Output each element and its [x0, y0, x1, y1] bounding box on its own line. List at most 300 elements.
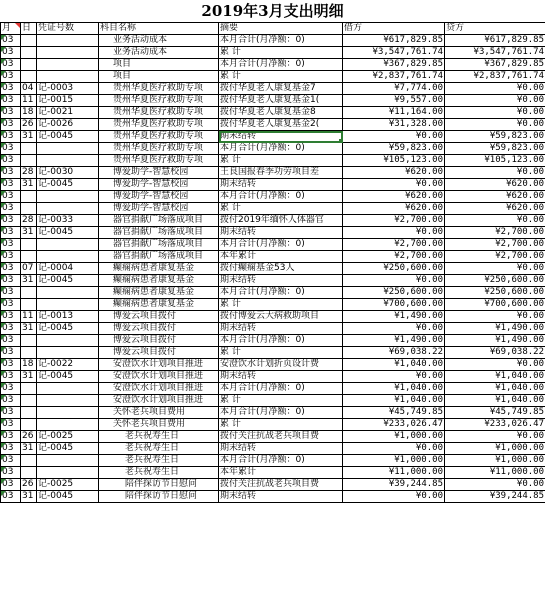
voucher-cell[interactable] [37, 491, 99, 503]
account-cell[interactable] [99, 335, 219, 347]
credit-cell[interactable] [445, 407, 545, 419]
error-indicator-icon [1, 167, 6, 172]
credit-cell[interactable] [445, 467, 545, 479]
summary-cell[interactable] [219, 479, 343, 491]
header-cell[interactable]: 科目名称 [99, 23, 219, 35]
month-cell[interactable] [1, 59, 21, 71]
account-cell[interactable] [99, 143, 219, 155]
credit-cell[interactable] [445, 419, 545, 431]
account-cell[interactable] [99, 35, 219, 47]
voucher-cell[interactable] [37, 467, 99, 479]
summary-cell[interactable] [219, 239, 343, 251]
header-cell[interactable]: 摘要 [219, 23, 343, 35]
credit-cell[interactable] [445, 491, 545, 503]
debit-cell[interactable] [343, 395, 445, 407]
account-cell[interactable] [99, 431, 219, 443]
voucher-value: 记-0015 [38, 95, 74, 105]
credit-cell[interactable] [445, 203, 545, 215]
day-cell[interactable] [21, 455, 37, 467]
credit-cell[interactable] [445, 119, 545, 131]
voucher-cell[interactable] [37, 335, 99, 347]
month-cell[interactable] [1, 155, 21, 167]
summary-cell[interactable] [219, 143, 343, 155]
voucher-cell[interactable] [37, 155, 99, 167]
summary-cell[interactable] [219, 167, 343, 179]
day-cell[interactable] [21, 83, 37, 95]
voucher-cell[interactable] [37, 131, 99, 143]
summary-cell[interactable] [219, 359, 343, 371]
account-cell[interactable] [99, 227, 219, 239]
debit-cell[interactable] [343, 215, 445, 227]
credit-cell[interactable] [445, 215, 545, 227]
credit-cell[interactable] [445, 443, 545, 455]
voucher-cell[interactable] [37, 215, 99, 227]
debit-cell[interactable] [343, 263, 445, 275]
debit-cell[interactable] [343, 311, 445, 323]
day-cell[interactable] [21, 407, 37, 419]
debit-cell[interactable] [343, 359, 445, 371]
voucher-cell[interactable] [37, 299, 99, 311]
voucher-cell[interactable] [37, 47, 99, 59]
voucher-cell[interactable] [37, 203, 99, 215]
voucher-cell[interactable] [37, 347, 99, 359]
month-cell[interactable] [1, 407, 21, 419]
summary-cell[interactable] [219, 107, 343, 119]
comment-indicator-icon [15, 23, 20, 28]
credit-cell[interactable] [445, 359, 545, 371]
summary-cell[interactable] [219, 71, 343, 83]
day-cell[interactable] [21, 35, 37, 47]
debit-cell[interactable] [343, 143, 445, 155]
debit-cell[interactable] [343, 131, 445, 143]
debit-value: ¥11,000.00 [388, 467, 443, 477]
summary-cell[interactable] [219, 323, 343, 335]
account-cell[interactable] [99, 371, 219, 383]
month-cell[interactable] [1, 335, 21, 347]
account-value: 老兵祝寿生日 [125, 431, 180, 441]
day-cell[interactable] [21, 59, 37, 71]
voucher-cell[interactable] [37, 167, 99, 179]
month-cell[interactable] [1, 251, 21, 263]
month-cell[interactable] [1, 275, 21, 287]
debit-cell[interactable] [343, 383, 445, 395]
debit-cell[interactable] [343, 287, 445, 299]
month-cell[interactable] [1, 311, 21, 323]
month-cell[interactable] [1, 467, 21, 479]
header-cell[interactable]: 借方 [343, 23, 445, 35]
month-cell[interactable] [1, 347, 21, 359]
month-cell[interactable] [1, 383, 21, 395]
error-indicator-icon [1, 371, 6, 376]
month-cell[interactable] [1, 299, 21, 311]
debit-cell[interactable] [343, 155, 445, 167]
day-cell[interactable] [21, 335, 37, 347]
summary-cell[interactable] [219, 155, 343, 167]
day-cell[interactable] [21, 275, 37, 287]
credit-cell[interactable] [445, 83, 545, 95]
day-cell[interactable] [21, 179, 37, 191]
voucher-cell[interactable] [37, 275, 99, 287]
credit-cell[interactable] [445, 251, 545, 263]
day-cell[interactable] [21, 191, 37, 203]
month-cell[interactable] [1, 395, 21, 407]
credit-cell[interactable] [445, 71, 545, 83]
summary-cell[interactable] [219, 203, 343, 215]
account-cell[interactable] [99, 491, 219, 503]
debit-cell[interactable] [343, 299, 445, 311]
voucher-value: 记-0022 [38, 359, 74, 369]
day-cell[interactable] [21, 431, 37, 443]
summary-cell[interactable] [219, 263, 343, 275]
debit-cell[interactable] [343, 191, 445, 203]
credit-cell[interactable] [445, 299, 545, 311]
credit-cell[interactable] [445, 323, 545, 335]
summary-cell[interactable] [219, 275, 343, 287]
account-cell[interactable] [99, 59, 219, 71]
voucher-cell[interactable] [37, 323, 99, 335]
credit-cell[interactable] [445, 59, 545, 71]
summary-cell[interactable] [219, 119, 343, 131]
day-cell[interactable] [21, 479, 37, 491]
day-cell[interactable] [21, 263, 37, 275]
day-cell[interactable] [21, 203, 37, 215]
account-cell[interactable] [99, 443, 219, 455]
voucher-cell[interactable] [37, 71, 99, 83]
account-value: 博爱助学-智慧校园 [113, 167, 189, 177]
summary-cell[interactable] [219, 251, 343, 263]
credit-cell[interactable] [445, 191, 545, 203]
debit-cell[interactable] [343, 179, 445, 191]
debit-cell[interactable] [343, 95, 445, 107]
account-cell[interactable] [99, 407, 219, 419]
voucher-cell[interactable] [37, 239, 99, 251]
summary-cell[interactable] [219, 227, 343, 239]
month-cell[interactable] [1, 47, 21, 59]
header-cell[interactable]: 月 [1, 23, 21, 35]
day-cell[interactable] [21, 371, 37, 383]
debit-cell[interactable] [343, 323, 445, 335]
voucher-cell[interactable] [37, 35, 99, 47]
credit-cell[interactable] [445, 347, 545, 359]
day-cell[interactable] [21, 347, 37, 359]
month-cell[interactable] [1, 179, 21, 191]
day-cell[interactable] [21, 155, 37, 167]
account-cell[interactable] [99, 299, 219, 311]
day-cell[interactable] [21, 491, 37, 503]
debit-cell[interactable] [343, 251, 445, 263]
voucher-cell[interactable] [37, 431, 99, 443]
credit-cell[interactable] [445, 263, 545, 275]
summary-cell[interactable] [219, 371, 343, 383]
voucher-value: 记-0026 [38, 119, 74, 129]
account-cell[interactable] [99, 467, 219, 479]
day-cell[interactable] [21, 467, 37, 479]
debit-value: ¥7,774.00 [394, 83, 443, 93]
day-cell[interactable] [21, 47, 37, 59]
day-cell[interactable] [21, 311, 37, 323]
credit-cell[interactable] [445, 167, 545, 179]
debit-cell[interactable] [343, 335, 445, 347]
credit-cell[interactable] [445, 47, 545, 59]
month-cell[interactable] [1, 263, 21, 275]
voucher-cell[interactable] [37, 95, 99, 107]
account-cell[interactable] [99, 251, 219, 263]
month-cell[interactable] [1, 119, 21, 131]
month-cell[interactable] [1, 443, 21, 455]
voucher-cell[interactable] [37, 251, 99, 263]
credit-cell[interactable] [445, 227, 545, 239]
debit-cell[interactable] [343, 227, 445, 239]
voucher-cell[interactable] [37, 455, 99, 467]
credit-cell[interactable] [445, 383, 545, 395]
day-cell[interactable] [21, 71, 37, 83]
summary-cell[interactable] [219, 443, 343, 455]
voucher-cell[interactable] [37, 479, 99, 491]
credit-cell[interactable] [445, 479, 545, 491]
debit-cell[interactable] [343, 119, 445, 131]
day-cell[interactable] [21, 383, 37, 395]
debit-cell[interactable] [343, 59, 445, 71]
voucher-cell[interactable] [37, 383, 99, 395]
voucher-cell[interactable] [37, 179, 99, 191]
summary-cell[interactable] [219, 191, 343, 203]
account-cell[interactable] [99, 359, 219, 371]
voucher-cell[interactable] [37, 119, 99, 131]
summary-cell[interactable] [219, 431, 343, 443]
debit-cell[interactable] [343, 35, 445, 47]
debit-cell[interactable] [343, 443, 445, 455]
month-cell[interactable] [1, 431, 21, 443]
debit-cell[interactable] [343, 371, 445, 383]
month-cell[interactable] [1, 419, 21, 431]
account-cell[interactable] [99, 191, 219, 203]
table-row [1, 383, 545, 395]
account-cell[interactable] [99, 71, 219, 83]
header-cell[interactable]: 贷方 [445, 23, 545, 35]
month-cell[interactable] [1, 203, 21, 215]
credit-cell[interactable] [445, 95, 545, 107]
debit-cell[interactable] [343, 203, 445, 215]
summary-cell[interactable] [219, 35, 343, 47]
summary-cell[interactable] [219, 287, 343, 299]
error-indicator-icon [1, 263, 6, 268]
day-cell[interactable] [21, 299, 37, 311]
month-cell[interactable] [1, 215, 21, 227]
day-cell[interactable] [21, 239, 37, 251]
day-cell[interactable] [21, 131, 37, 143]
debit-cell[interactable] [343, 467, 445, 479]
month-cell[interactable] [1, 239, 21, 251]
voucher-cell[interactable] [37, 191, 99, 203]
debit-cell[interactable] [343, 83, 445, 95]
debit-cell[interactable] [343, 419, 445, 431]
account-cell[interactable] [99, 323, 219, 335]
header-cell[interactable]: 凭证号数 [37, 23, 99, 35]
debit-value: ¥0.00 [415, 131, 443, 141]
account-cell[interactable] [99, 275, 219, 287]
debit-cell[interactable] [343, 107, 445, 119]
table-row [1, 371, 545, 383]
account-cell[interactable] [99, 347, 219, 359]
day-cell[interactable] [21, 395, 37, 407]
debit-cell[interactable] [343, 167, 445, 179]
month-cell[interactable] [1, 371, 21, 383]
month-value: 03 [2, 215, 14, 225]
month-cell[interactable] [1, 107, 21, 119]
summary-cell[interactable] [219, 347, 343, 359]
fill-handle[interactable] [339, 139, 343, 143]
voucher-cell[interactable] [37, 371, 99, 383]
voucher-cell[interactable] [37, 419, 99, 431]
credit-cell[interactable] [445, 311, 545, 323]
summary-value: 期末结转 [220, 275, 257, 285]
debit-cell[interactable] [343, 479, 445, 491]
account-cell[interactable] [99, 263, 219, 275]
summary-cell[interactable] [219, 491, 343, 503]
debit-cell[interactable] [343, 347, 445, 359]
day-cell[interactable] [21, 251, 37, 263]
account-cell[interactable] [99, 167, 219, 179]
month-cell[interactable] [1, 359, 21, 371]
summary-cell[interactable] [219, 179, 343, 191]
credit-cell[interactable] [445, 455, 545, 467]
account-cell[interactable] [99, 95, 219, 107]
month-cell[interactable] [1, 479, 21, 491]
summary-cell[interactable] [219, 407, 343, 419]
day-cell[interactable] [21, 167, 37, 179]
account-cell[interactable] [99, 47, 219, 59]
voucher-cell[interactable] [37, 107, 99, 119]
day-cell[interactable] [21, 227, 37, 239]
header-cell[interactable]: 日 [21, 23, 37, 35]
credit-cell[interactable] [445, 239, 545, 251]
day-cell[interactable] [21, 215, 37, 227]
summary-cell[interactable] [219, 335, 343, 347]
account-cell[interactable] [99, 395, 219, 407]
day-cell[interactable] [21, 323, 37, 335]
summary-cell[interactable] [219, 383, 343, 395]
debit-cell[interactable] [343, 455, 445, 467]
debit-cell[interactable] [343, 491, 445, 503]
account-cell[interactable] [99, 83, 219, 95]
credit-cell[interactable] [445, 35, 545, 47]
credit-cell[interactable] [445, 287, 545, 299]
debit-cell[interactable] [343, 239, 445, 251]
month-cell[interactable] [1, 143, 21, 155]
credit-cell[interactable] [445, 155, 545, 167]
month-cell[interactable] [1, 191, 21, 203]
voucher-cell[interactable] [37, 311, 99, 323]
summary-cell[interactable] [219, 311, 343, 323]
credit-cell[interactable] [445, 179, 545, 191]
summary-cell[interactable] [219, 467, 343, 479]
voucher-cell[interactable] [37, 395, 99, 407]
credit-cell[interactable] [445, 107, 545, 119]
account-cell[interactable] [99, 383, 219, 395]
account-cell[interactable] [99, 107, 219, 119]
debit-cell[interactable] [343, 431, 445, 443]
day-cell[interactable] [21, 95, 37, 107]
voucher-cell[interactable] [37, 143, 99, 155]
debit-cell[interactable] [343, 275, 445, 287]
month-cell[interactable] [1, 131, 21, 143]
month-cell[interactable] [1, 491, 21, 503]
debit-cell[interactable] [343, 407, 445, 419]
voucher-cell[interactable] [37, 359, 99, 371]
month-cell[interactable] [1, 227, 21, 239]
summary-cell[interactable] [219, 215, 343, 227]
credit-cell[interactable] [445, 395, 545, 407]
account-cell[interactable] [99, 131, 219, 143]
day-cell[interactable] [21, 143, 37, 155]
day-cell[interactable] [21, 419, 37, 431]
summary-cell[interactable] [219, 299, 343, 311]
month-cell[interactable] [1, 323, 21, 335]
account-cell[interactable] [99, 287, 219, 299]
credit-cell[interactable] [445, 431, 545, 443]
summary-cell[interactable] [219, 83, 343, 95]
account-cell[interactable] [99, 419, 219, 431]
summary-cell[interactable] [219, 419, 343, 431]
credit-cell[interactable] [445, 371, 545, 383]
account-cell[interactable] [99, 203, 219, 215]
account-cell[interactable] [99, 119, 219, 131]
day-cell[interactable] [21, 287, 37, 299]
month-cell[interactable] [1, 167, 21, 179]
debit-cell[interactable] [343, 71, 445, 83]
day-cell[interactable] [21, 119, 37, 131]
credit-value: ¥2,700.00 [495, 251, 544, 261]
day-cell[interactable] [21, 107, 37, 119]
voucher-cell[interactable] [37, 227, 99, 239]
account-cell[interactable] [99, 215, 219, 227]
debit-value: ¥233,026.47 [383, 419, 443, 429]
account-cell[interactable] [99, 179, 219, 191]
voucher-cell[interactable] [37, 443, 99, 455]
account-cell[interactable] [99, 479, 219, 491]
account-cell[interactable] [99, 455, 219, 467]
voucher-cell[interactable] [37, 263, 99, 275]
voucher-cell[interactable] [37, 287, 99, 299]
day-cell[interactable] [21, 359, 37, 371]
credit-cell[interactable] [445, 335, 545, 347]
month-cell[interactable] [1, 71, 21, 83]
day-cell[interactable] [21, 443, 37, 455]
voucher-cell[interactable] [37, 407, 99, 419]
summary-cell[interactable] [219, 59, 343, 71]
voucher-cell[interactable] [37, 83, 99, 95]
account-value: 贵州华夏医疗救助专项 [113, 155, 204, 165]
account-cell[interactable] [99, 155, 219, 167]
month-cell[interactable] [1, 287, 21, 299]
summary-cell[interactable] [219, 95, 343, 107]
summary-cell[interactable] [219, 395, 343, 407]
account-cell[interactable] [99, 239, 219, 251]
credit-cell[interactable] [445, 131, 545, 143]
summary-cell[interactable] [219, 47, 343, 59]
voucher-cell[interactable] [37, 59, 99, 71]
credit-cell[interactable] [445, 143, 545, 155]
credit-cell[interactable] [445, 275, 545, 287]
selected-cell[interactable] [219, 131, 343, 143]
month-cell[interactable] [1, 35, 21, 47]
month-cell[interactable] [1, 455, 21, 467]
account-cell[interactable] [99, 311, 219, 323]
debit-cell[interactable] [343, 47, 445, 59]
month-cell[interactable] [1, 83, 21, 95]
month-cell[interactable] [1, 95, 21, 107]
summary-cell[interactable] [219, 455, 343, 467]
